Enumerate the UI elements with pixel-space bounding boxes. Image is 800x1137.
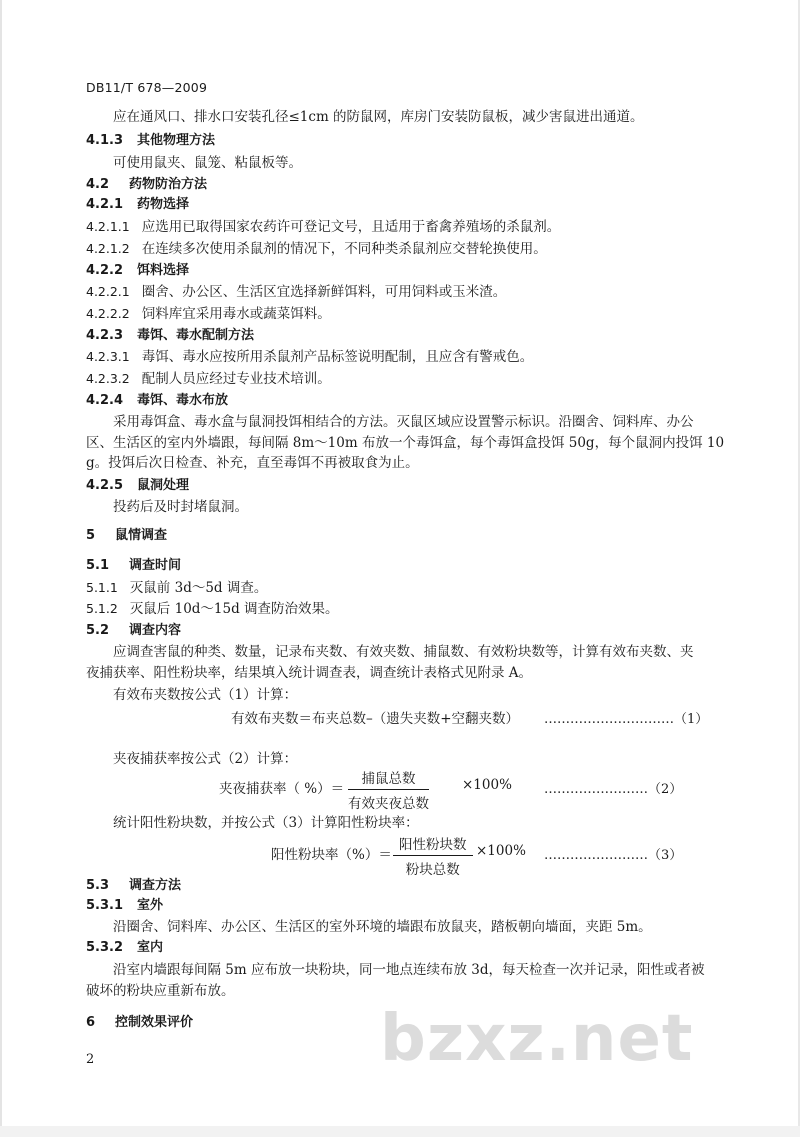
heading-4-2-3	[86, 326, 254, 346]
formula-2-fraction	[348, 767, 429, 812]
clause-4-2-3-2	[86, 369, 331, 389]
clause-5-1-2	[86, 599, 339, 619]
formula-1: 有效布夹数＝布夹总数–（遗失夹数+空翻夹数）	[231, 711, 520, 727]
paragraph-line: 夹夜捕获率按公式（2）计算：	[113, 751, 298, 767]
formula-3-denominator: 粉块总数	[405, 862, 460, 878]
heading-number: 6	[86, 1015, 96, 1030]
clause-number: 5.1.1	[86, 580, 118, 595]
heading-number: 4.1.3	[86, 133, 124, 148]
formula-3-numerator: 阳性粉块数	[393, 833, 473, 856]
heading-4-1-3	[86, 131, 215, 151]
heading-4-2-1	[86, 195, 189, 215]
clause-text: 毒饵、毒水应按所用杀鼠剂产品标签说明配制，且应含有警戒色。	[141, 349, 534, 365]
paragraph-line: 可使用鼠夹、鼠笼、粘鼠板等。	[113, 155, 302, 171]
paragraph-line: 夜捕获率、阳性粉块率，结果填入统计调查表，调查统计表格式见附录 A。	[86, 665, 533, 681]
heading-5-3-2	[86, 938, 163, 958]
heading-5-3	[86, 876, 181, 896]
heading-title: 鼠洞处理	[137, 478, 190, 493]
formula-3-number: ……………………（3）	[544, 848, 683, 863]
heading-6	[86, 1013, 193, 1033]
heading-5-2	[86, 621, 181, 641]
heading-title: 毒饵、毒水配制方法	[137, 328, 255, 343]
heading-title: 饵料选择	[137, 263, 190, 278]
heading-title: 室内	[137, 940, 164, 955]
page-bottom-edge	[0, 1126, 800, 1137]
page-number: 2	[86, 1052, 95, 1067]
heading-5-3-1	[86, 896, 163, 916]
formula-2-denominator: 有效夹夜总数	[348, 796, 429, 812]
heading-5-1	[86, 556, 181, 576]
formula-1-number: …………………………（1）	[544, 712, 709, 727]
clause-text: 应选用已取得国家农药许可登记文号，且适用于畜禽养殖场的杀鼠剂。	[141, 219, 561, 235]
heading-number: 5	[86, 528, 96, 543]
heading-title: 室外	[137, 898, 164, 913]
heading-5	[86, 526, 167, 546]
clause-4-2-1-1	[86, 217, 560, 237]
clause-number: 4.2.1.1	[86, 219, 130, 234]
clause-5-1-1	[86, 578, 267, 598]
heading-4-2-5	[86, 476, 189, 496]
heading-title: 调查内容	[129, 623, 182, 638]
clause-4-2-3-1	[86, 347, 533, 367]
paragraph-line: g。投饵后次日检查、补充，直至毒饵不再被取食为止。	[86, 455, 419, 471]
heading-number: 5.1	[86, 558, 110, 573]
heading-title: 药物防治方法	[129, 177, 208, 192]
clause-text: 灭鼠前 3d～5d 调查。	[129, 580, 268, 596]
heading-number: 4.2.4	[86, 393, 124, 408]
watermark: bzxz.net	[380, 1002, 694, 1076]
clause-text: 灭鼠后 10d～15d 调查防治效果。	[129, 601, 339, 617]
heading-title: 鼠情调查	[115, 528, 168, 543]
paragraph-line: 沿室内墙跟每间隔 5m 应布放一块粉块，同一地点连续布放 3d，每天检查一次并记录，阳性或者被	[113, 962, 705, 978]
clause-number: 4.2.2.1	[86, 284, 130, 299]
clause-text: 在连续多次使用杀鼠剂的情况下，不同种类杀鼠剂应交替轮换使用。	[141, 241, 547, 257]
heading-title: 调查时间	[129, 558, 182, 573]
heading-4-2	[86, 175, 207, 195]
formula-2-lhs: 夹夜捕获率（ %）＝	[219, 781, 345, 797]
formula-3-lhs: 阳性粉块率（%）＝	[271, 847, 392, 863]
formula-2-numerator: 捕鼠总数	[348, 767, 429, 790]
heading-number: 5.2	[86, 623, 110, 638]
heading-title: 控制效果评价	[115, 1015, 194, 1030]
heading-number: 4.2	[86, 177, 110, 192]
clause-4-2-2-1	[86, 282, 506, 302]
clause-number: 4.2.3.2	[86, 371, 130, 386]
paragraph-line: 区、生活区的室内外墙跟，每间隔 8m～10m 布放一个毒饵盒，每个毒饵盒投饵 50g，每个鼠洞内投饵 10	[86, 435, 725, 451]
clause-text: 圈舍、办公区、生活区宜选择新鲜饵料，可用饲料或玉米渣。	[141, 284, 507, 300]
paragraph-line: 有效布夹数按公式（1）计算：	[113, 687, 298, 703]
formula-3-fraction	[393, 833, 473, 878]
heading-number: 5.3.1	[86, 898, 124, 913]
heading-number: 5.3.2	[86, 940, 124, 955]
paragraph-line: 应在通风口、排水口安装孔径≤1cm 的防鼠网，库房门安装防鼠板，减少害鼠进出通道。	[113, 109, 644, 125]
heading-number: 4.2.2	[86, 263, 124, 278]
paragraph-line: 投药后及时封堵鼠洞。	[113, 499, 248, 515]
heading-4-2-4	[86, 391, 228, 411]
clause-4-2-2-2	[86, 304, 331, 324]
heading-4-2-2	[86, 261, 189, 281]
heading-number: 4.2.1	[86, 197, 124, 212]
heading-number: 5.3	[86, 878, 110, 893]
clause-text: 饲料库宜采用毒水或蔬菜饵料。	[141, 306, 331, 322]
paragraph-line: 应调查害鼠的种类、数量，记录布夹数、有效夹数、捕鼠数、有效粉块数等，计算有效布夹数、夹	[113, 644, 694, 660]
paragraph-line: 破坏的粉块应重新布放。	[86, 983, 235, 999]
heading-title: 毒饵、毒水布放	[137, 393, 229, 408]
heading-title: 药物选择	[137, 197, 190, 212]
paragraph-line: 沿圈舍、饲料库、办公区、生活区的室外环境的墙跟布放鼠夹，踏板朝向墙面，夹距 5m。	[113, 919, 652, 935]
formula-2-tail: ×100%	[462, 777, 512, 793]
clause-number: 4.2.2.2	[86, 306, 130, 321]
paragraph-line: 统计阳性粉块数，并按公式（3）计算阳性粉块率：	[113, 815, 419, 831]
heading-number: 4.2.5	[86, 478, 124, 493]
clause-number: 5.1.2	[86, 601, 118, 616]
heading-number: 4.2.3	[86, 328, 124, 343]
clause-text: 配制人员应经过专业技术培训。	[141, 371, 331, 387]
heading-title: 其他物理方法	[137, 133, 216, 148]
clause-number: 4.2.1.2	[86, 241, 130, 256]
clause-4-2-1-2	[86, 239, 547, 259]
heading-title: 调查方法	[129, 878, 182, 893]
formula-3-tail: ×100%	[476, 843, 526, 859]
clause-number: 4.2.3.1	[86, 349, 130, 364]
formula-2-number: ……………………（2）	[544, 782, 683, 797]
paragraph-line: 采用毒饵盒、毒水盒与鼠洞投饵相结合的方法。灭鼠区域应设置警示标识。沿圈舍、饲料库、办公	[113, 414, 694, 430]
document-header: DB11/T 678—2009	[86, 80, 208, 95]
